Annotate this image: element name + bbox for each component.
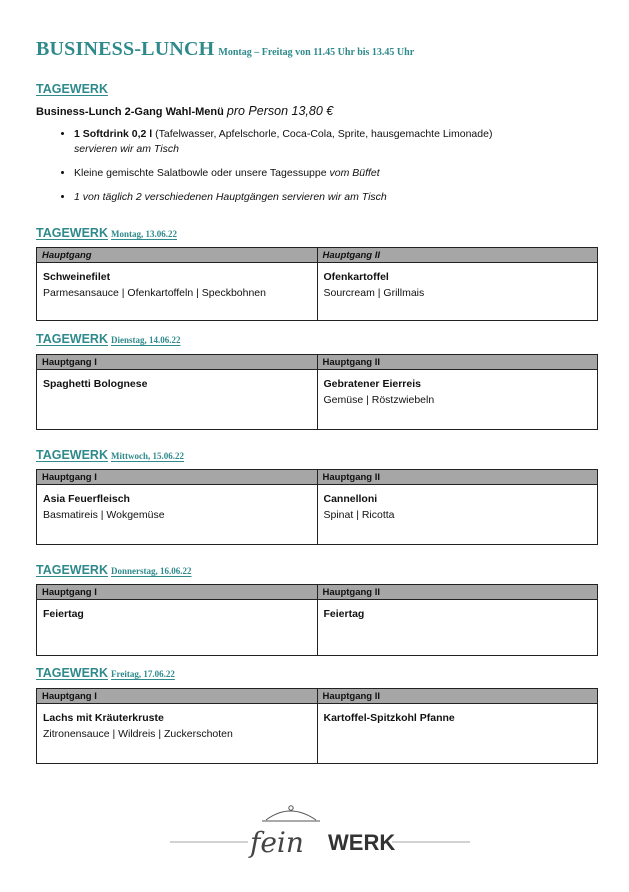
list-item: • 1 von täglich 2 verschiedenen Hauptgängen servieren wir am Tisch — [74, 190, 596, 205]
list-item: • 1 Softdrink 0,2 l (Tafelwasser, Apfelschorle, Coca-Cola, Sprite, hausgemachte Limonade) servieren wir am Tisch — [74, 127, 596, 157]
menu-table-friday: Hauptgang I Hauptgang II Lachs mit Kräuterkruste Zitronensauce | Wildreis | Zuckerschoten Kartoffel-Spitzkohl Pfanne — [36, 688, 598, 764]
dish-cell: Feiertag — [317, 600, 598, 656]
menu-table-wednesday: Hauptgang I Hauptgang II Asia Feuerfleisch Basmatireis | Wokgemüse Cannelloni Spinat | Ricotta — [36, 469, 598, 545]
menu-table-thursday: Hauptgang I Hauptgang II Feiertag Feiertag — [36, 584, 598, 656]
logo-script: fein — [250, 826, 304, 859]
list-item: • Kleine gemischte Salatbowle oder unsere Tagessuppe vom Büffet — [74, 166, 596, 181]
dish-cell: Ofenkartoffel Sourcream | Grillmais — [317, 263, 598, 321]
intro-block — [36, 104, 596, 214]
feinwerk-logo — [170, 800, 470, 860]
day-title-tuesday: TAGEWERK Dienstag, 14.06.22 — [36, 332, 181, 346]
dish-cell: Gebratener Eierreis Gemüse | Röstzwiebeln — [317, 370, 598, 430]
cloche-icon — [262, 806, 320, 821]
day-title-thursday: TAGEWERK Donnerstag, 16.06.22 — [36, 563, 192, 577]
dish-cell: Spaghetti Bolognese — [37, 370, 318, 430]
menu-table-monday: Hauptgang Hauptgang II Schweinefilet Parmesansauce | Ofenkartoffeln | Speckbohnen Ofenkartoffel Sourcream | Grillmais — [36, 247, 598, 321]
page-title — [36, 38, 414, 61]
day-title-monday: TAGEWERK Montag, 13.06.22 — [36, 226, 177, 240]
opening-hours: Montag – Freitag von 11.45 Uhr bis 13.45 Uhr — [218, 47, 415, 58]
title-text: BUSINESS-LUNCH — [36, 38, 215, 60]
day-title-friday: TAGEWERK Freitag, 17.06.22 — [36, 666, 175, 680]
dish-cell: Feiertag — [37, 600, 318, 656]
dish-cell: Cannelloni Spinat | Ricotta — [317, 485, 598, 545]
dish-cell: Kartoffel-Spitzkohl Pfanne — [317, 704, 598, 764]
offer-headline: Business-Lunch 2-Gang Wahl-Menü pro Person 13,80 € — [36, 104, 334, 118]
day-title-wednesday: TAGEWERK Mittwoch, 15.06.22 — [36, 448, 184, 462]
offer-price: pro Person 13,80 € — [226, 104, 334, 118]
offer-list — [36, 127, 596, 205]
menu-table-tuesday: Hauptgang I Hauptgang II Spaghetti Bolognese Gebratener Eierreis Gemüse | Röstzwiebeln — [36, 354, 598, 430]
intro-section-title: TAGEWERK — [36, 82, 108, 96]
dish-cell: Lachs mit Kräuterkruste Zitronensauce | Wildreis | Zuckerschoten — [37, 704, 318, 764]
dish-cell: Schweinefilet Parmesansauce | Ofenkartoffeln | Speckbohnen — [37, 263, 318, 321]
dish-cell: Asia Feuerfleisch Basmatireis | Wokgemüse — [37, 485, 318, 545]
logo-wordmark: WERK — [328, 830, 396, 855]
